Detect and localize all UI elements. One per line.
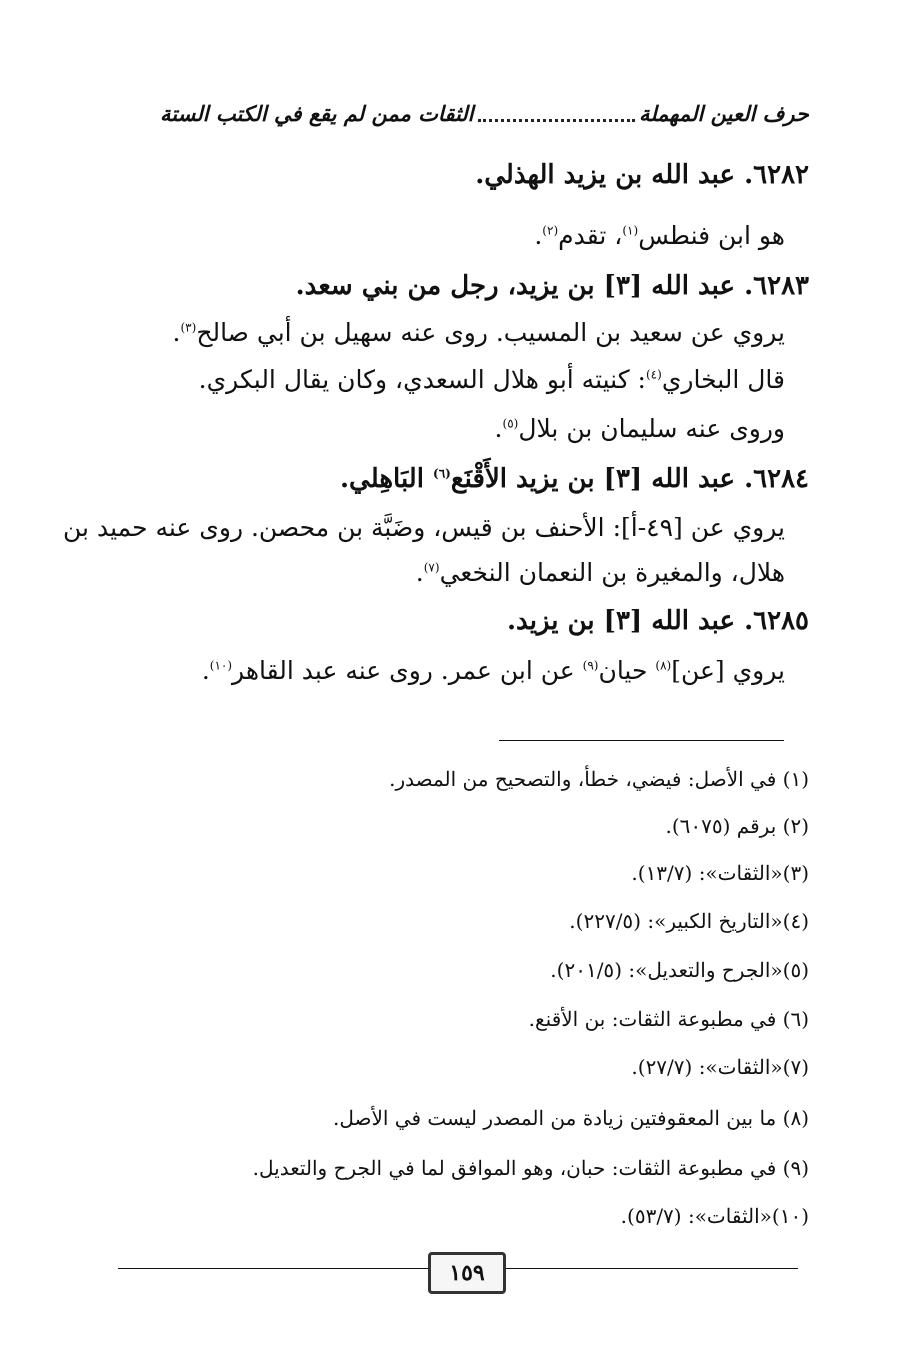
header-chapter: حرف العين المهملة	[638, 100, 809, 126]
footnote-7: (٧)«الثقات»: (٢٧/٧).	[631, 1055, 809, 1079]
footnote-8: (٨) ما بين المعقوفتين زيادة من المصدر ليست في الأصل.	[332, 1106, 809, 1130]
entry-text-6283-3: وروى عنه سليمان بن بلال$^{(٥)}$.	[494, 414, 785, 443]
footnote-10: (١٠)«الثقات»: (٥٣/٧).	[620, 1204, 809, 1228]
footnote-6: (٦) في مطبوعة الثقات: بن الأقنع.	[528, 1007, 809, 1031]
entry-text-6285: يروي [عن]$^{(٨)}$ حيان$^{(٩)}$ عن ابن عمر. روى عنه عبد القاهر$^{(١٠)}$.	[201, 656, 785, 685]
footer-rule-left	[118, 1268, 430, 1269]
footnote-1: (١) في الأصل: فيضي، خطأ، والتصحيح من المصدر.	[389, 767, 809, 791]
footnote-5: (٥)«الجرح والتعديل»: (٢٠١/٥).	[550, 958, 809, 982]
entry-text-6284-1: يروي عن [٤٩-أ]: الأحنف بن قيس، وضَبَّة بن محصن. روى عنه حميد بن	[63, 513, 785, 542]
entry-text-6283-1: يروي عن سعيد بن المسيب. روى عنه سهيل بن أبي صالح$^{(٣)}$.	[172, 318, 785, 347]
entry-title-6285: ٦٢٨٥. عبد الله [٣] بن يزيد.	[507, 606, 809, 636]
footer-rule-right	[498, 1268, 798, 1269]
entry-text-6284-2: هلال، والمغيرة بن النعمان النخعي$^{(٧)}$.	[415, 558, 785, 587]
entry-title-6282: ٦٢٨٢. عبد الله بن يزيد الهذلي.	[475, 160, 809, 190]
running-header	[160, 93, 809, 133]
footnote-separator	[499, 740, 784, 741]
entry-text-6282: هو ابن فنطس$^{(١)}$، تقدم$^{(٢)}$.	[534, 221, 785, 250]
header-leader-dots	[478, 105, 635, 122]
footnote-2: (٢) برقم (٦٠٧٥).	[665, 814, 809, 838]
page-number: ١٥٩	[428, 1252, 506, 1294]
footnote-3: (٣)«الثقات»: (١٣/٧).	[631, 861, 809, 885]
footnote-9: (٩) في مطبوعة الثقات: حبان، وهو الموافق لما في الجرح والتعديل.	[252, 1156, 809, 1180]
entry-title-6283: ٦٢٨٣. عبد الله [٣] بن يزيد، رجل من بني سعد.	[295, 271, 809, 301]
entry-text-6283-2: قال البخاري$^{(٤)}$: كنيته أبو هلال السعدي، وكان يقال البكري.	[198, 365, 785, 394]
footnote-4: (٤)«التاريخ الكبير»: (٢٢٧/٥).	[569, 909, 809, 933]
header-book-title: الثقات ممن لم يقع في الكتب الستة	[160, 100, 474, 126]
entry-title-6284: ٦٢٨٤. عبد الله [٣] بن يزيد الأَقْنَع$^{(٦)}$ البَاهِلي.	[339, 464, 809, 494]
